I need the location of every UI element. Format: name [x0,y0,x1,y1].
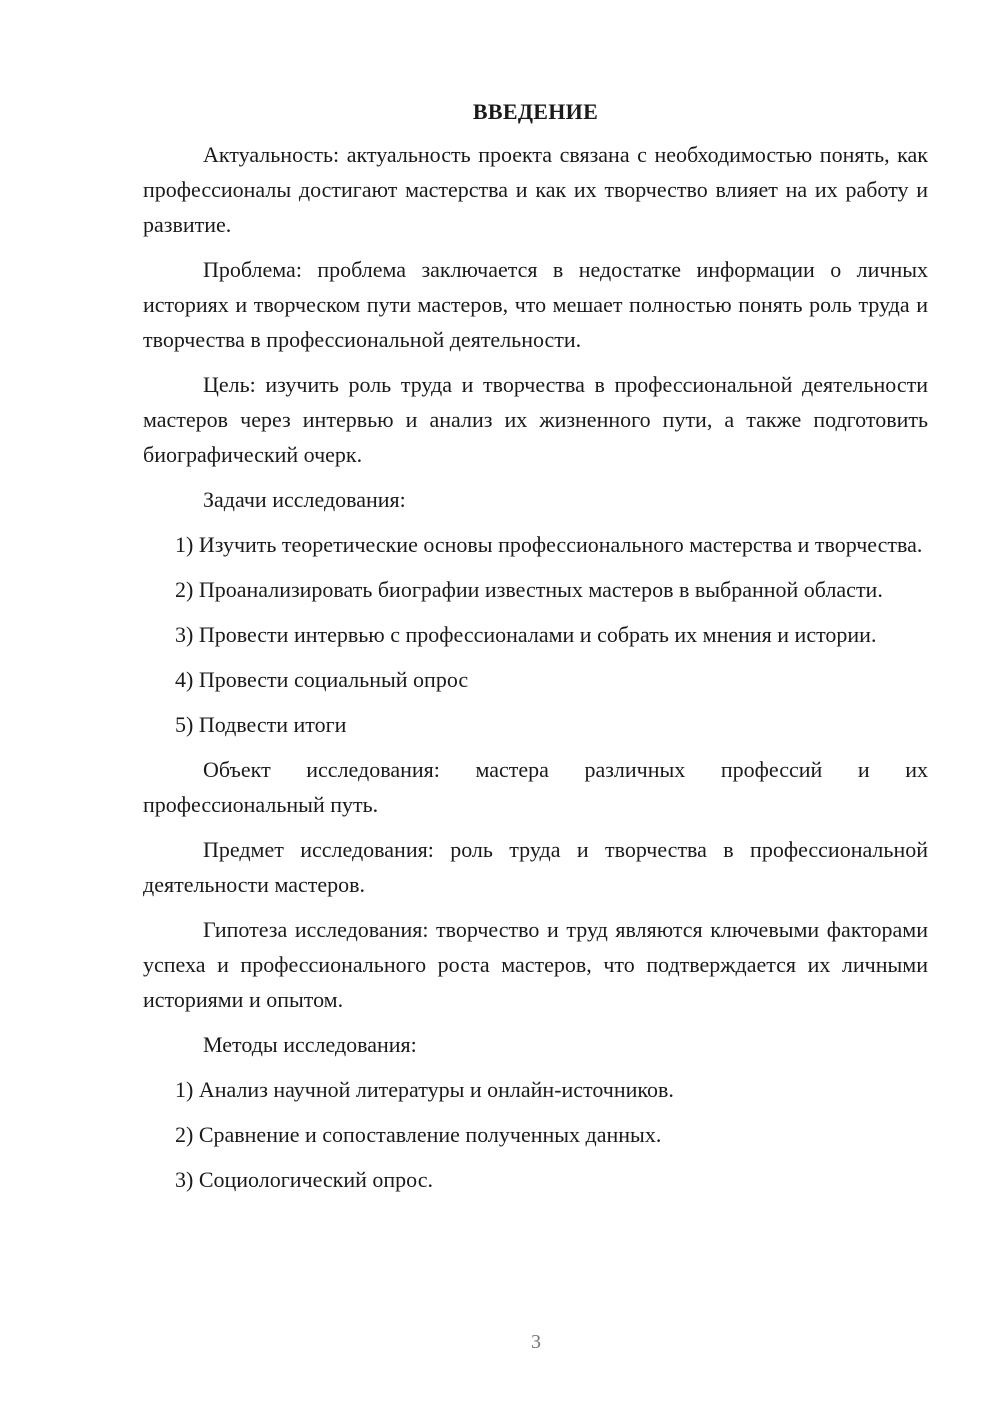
document-page [143,94,928,1207]
hypothesis-paragraph: Гипотеза исследования: творчество и труд являются ключевыми факторами успеха и профессионального роста мастеров, что подтверждается их личными историями и опытом. [143,917,928,1012]
method-item: 3) Социологический опрос. [175,1167,433,1192]
relevance-paragraph: Актуальность: актуальность проекта связана с необходимостью понять, как профессионалы достигают мастерства и как их творчество влияет на их работу и развитие. [143,142,928,237]
tasks-heading: Задачи исследования: [203,487,406,512]
task-item: 5) Подвести итоги [175,712,347,737]
method-item: 1) Анализ научной литературы и онлайн-источников. [175,1077,674,1102]
methods-heading: Методы исследования: [203,1032,417,1057]
task-item: 2) Проанализировать биографии известных мастеров в выбранной области. [175,577,883,602]
goal-paragraph: Цель: изучить роль труда и творчества в профессиональной деятельности мастеров через интервью и анализ их жизненного пути, а также подготовить биографический очерк. [143,372,928,467]
task-item: 4) Провести социальный опрос [175,667,469,692]
method-item: 2) Сравнение и сопоставление полученных данных. [175,1122,662,1147]
object-paragraph: Объект исследования: мастера различных профессий и их профессиональный путь. [143,757,928,817]
page-number: 3 [531,1331,541,1353]
section-title: ВВЕДЕНИЕ [472,99,599,124]
subject-paragraph: Предмет исследования: роль труда и творчества в профессиональной деятельности мастеров. [143,837,928,897]
task-item: 3) Провести интервью с профессионалами и собрать их мнения и истории. [175,622,877,647]
problem-paragraph: Проблема: проблема заключается в недостатке информации о личных историях и творческом пути мастеров, что мешает полностью понять роль труда и творчества в профессиональной деятельности. [143,257,928,352]
task-item: 1) Изучить теоретические основы профессионального мастерства и творчества. [175,532,923,557]
